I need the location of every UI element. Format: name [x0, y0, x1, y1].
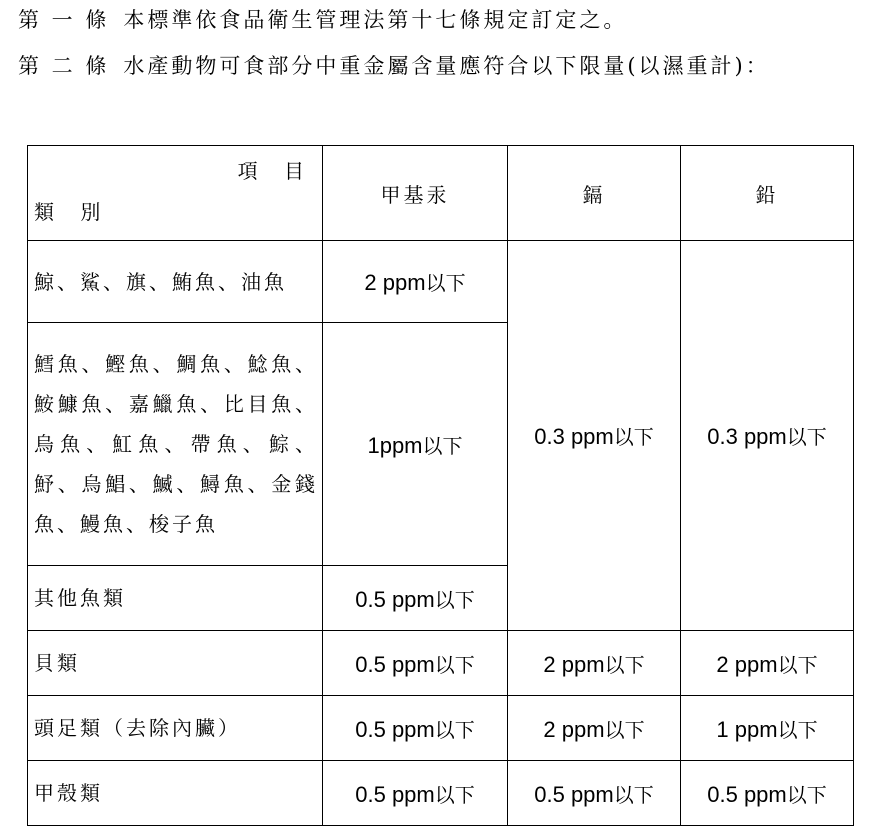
- value-unit: 以下: [434, 717, 475, 742]
- mercury-medium-fish: [323, 323, 508, 566]
- value-number: 2 ppm: [543, 716, 605, 742]
- value-unit: 以下: [434, 782, 475, 807]
- value-unit: 以下: [777, 652, 818, 677]
- article-1: [18, 4, 627, 34]
- value-unit: 以下: [422, 433, 463, 458]
- heavy-metal-limits-table: [27, 145, 854, 826]
- mercury-cephalopods: [323, 696, 508, 761]
- category-other-fish: 其他魚類: [28, 566, 323, 631]
- value-unit: 以下: [786, 782, 827, 807]
- header-cadmium: 鎘: [508, 146, 681, 241]
- mercury-large-fish: [323, 241, 508, 323]
- cadmium-crustaceans: [508, 761, 681, 826]
- value-number: 0.5 ppm: [355, 716, 435, 742]
- lead-cephalopods: [681, 696, 854, 761]
- value-unit: 以下: [786, 425, 827, 449]
- article-1-text: 本標準依食品衛生管理法第十七條規定訂定之。: [123, 8, 628, 32]
- value-unit: 以下: [777, 717, 818, 742]
- category-crustaceans: 甲殼類: [28, 761, 323, 826]
- value-number: 0.5 ppm: [355, 586, 435, 612]
- header-item-label: 項 目: [237, 159, 314, 183]
- value-number: 2 ppm: [364, 270, 426, 295]
- table-row: [28, 241, 854, 323]
- category-shellfish: 貝類: [28, 631, 323, 696]
- article-2-number: 第 二 條: [18, 54, 110, 78]
- value-unit: 以下: [434, 587, 475, 612]
- mercury-other-fish: [323, 566, 508, 631]
- value-number: 0.5 ppm: [355, 651, 435, 677]
- category-medium-fish: 鱈魚、鰹魚、鯛魚、鯰魚、鮟鱇魚、嘉鱲魚、比目魚、烏魚、魟魚、帶魚、鯮、魣、烏鯧、鰄、鱘魚、金錢魚、鰻魚、梭子魚: [28, 323, 323, 566]
- value-unit: 以下: [613, 782, 654, 807]
- value-number: 1 ppm: [716, 716, 778, 742]
- table-row: [28, 696, 854, 761]
- table-row: [28, 631, 854, 696]
- value-unit: 以下: [604, 652, 645, 677]
- category-large-fish: 鯨、鯊、旗、鮪魚、油魚: [28, 241, 323, 323]
- header-category-label: 類 別: [34, 200, 111, 224]
- value-unit: 以下: [434, 652, 475, 677]
- value-number: 0.5 ppm: [707, 781, 787, 807]
- lead-shellfish: [681, 631, 854, 696]
- value-unit: 以下: [613, 425, 654, 449]
- value-number: 2 ppm: [716, 651, 778, 677]
- value-number: 0.3 ppm: [534, 424, 614, 449]
- header-lead: 鉛: [681, 146, 854, 241]
- value-number: 0.3 ppm: [707, 424, 787, 449]
- mercury-shellfish: [323, 631, 508, 696]
- cadmium-shellfish: [508, 631, 681, 696]
- article-2-text: 水產動物可食部分中重金屬含量應符合以下限量(以濕重計)：: [123, 54, 770, 78]
- cadmium-fish-shared: [508, 241, 681, 631]
- table-row: [28, 761, 854, 826]
- category-cephalopods: 頭足類（去除內臟）: [28, 696, 323, 761]
- value-unit: 以下: [604, 717, 645, 742]
- header-mercury: 甲基汞: [323, 146, 508, 241]
- value-unit: 以下: [425, 271, 466, 295]
- lead-crustaceans: [681, 761, 854, 826]
- value-number: 2 ppm: [543, 651, 605, 677]
- value-number: 0.5 ppm: [355, 781, 435, 807]
- article-2: [18, 50, 770, 80]
- value-number: 1ppm: [367, 432, 423, 458]
- value-number: 0.5 ppm: [534, 781, 614, 807]
- lead-fish-shared: [681, 241, 854, 631]
- diagonal-header-cell: [28, 146, 323, 241]
- cadmium-cephalopods: [508, 696, 681, 761]
- mercury-crustaceans: [323, 761, 508, 826]
- article-1-number: 第 一 條: [18, 8, 110, 32]
- table-header-row: [28, 146, 854, 241]
